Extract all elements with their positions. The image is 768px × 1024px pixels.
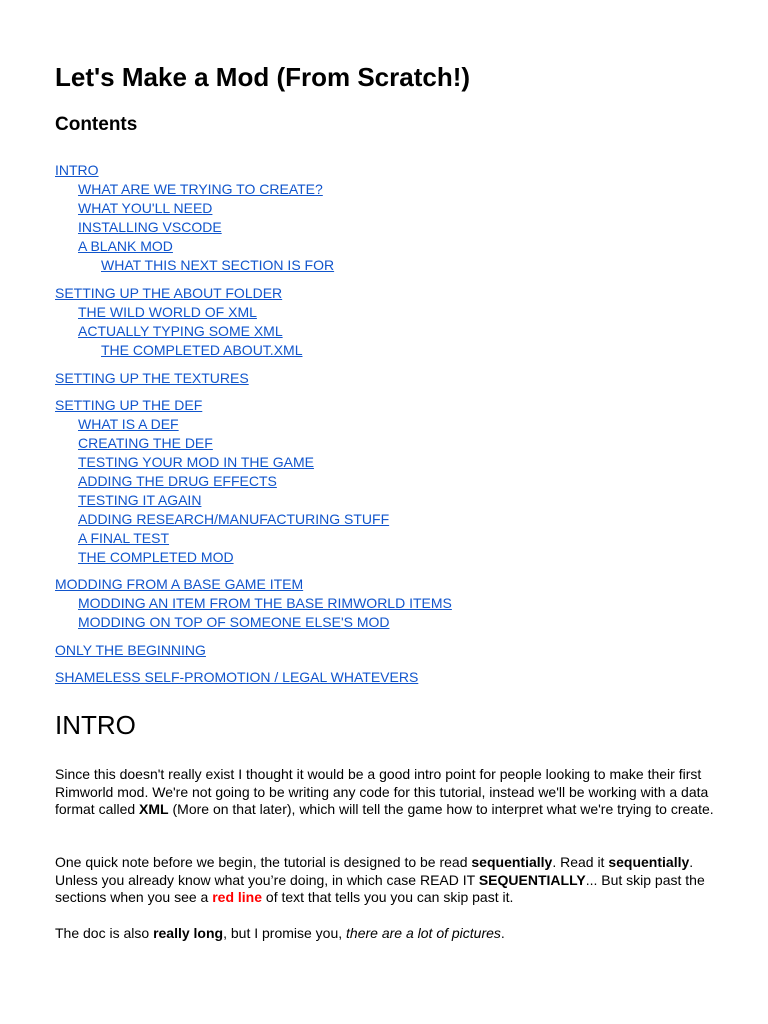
intro-p3-italic: there are a lot of pictures (346, 925, 501, 941)
intro-p1-bold-xml: XML (139, 801, 169, 817)
toc-link-what-youll-need[interactable]: WHAT YOU'LL NEED (78, 200, 213, 216)
intro-p2-red-line: red line (212, 889, 263, 905)
toc-link-adding-drug-effects[interactable]: ADDING THE DRUG EFFECTS (78, 473, 277, 489)
toc-link-the-completed-mod[interactable]: THE COMPLETED MOD (78, 549, 234, 565)
intro-p3-text-c: . (500, 925, 505, 941)
intro-p2-text-d: ... But skip past the sections when you see a (55, 871, 705, 905)
intro-p2-bold-2: sequentially (608, 854, 690, 870)
toc-link-adding-research[interactable]: ADDING RESEARCH/MANUFACTURING STUFF (78, 511, 390, 527)
intro-paragraph-2 (55, 854, 715, 907)
toc-link-modding-from-base-item[interactable]: MODDING FROM A BASE GAME ITEM (55, 576, 304, 592)
toc-link-a-blank-mod[interactable]: A BLANK MOD (78, 238, 173, 254)
toc-link-actually-typing-xml[interactable]: ACTUALLY TYPING SOME XML (78, 323, 283, 339)
toc-link-wild-world-of-xml[interactable]: THE WILD WORLD OF XML (78, 304, 257, 320)
intro-p1-text-b: (More on that later), which will tell the game how to interpret what we're trying to create. (168, 801, 714, 817)
toc-link-a-final-test[interactable]: A FINAL TEST (78, 530, 170, 546)
intro-p2-bold-1: sequentially (471, 854, 553, 870)
toc-link-what-is-a-def[interactable]: WHAT IS A DEF (78, 416, 179, 432)
toc-link-testing-it-again[interactable]: TESTING IT AGAIN (78, 492, 202, 508)
toc-link-setting-up-textures[interactable]: SETTING UP THE TEXTURES (55, 370, 249, 386)
intro-p2-bold-3: SEQUENTIALLY (478, 871, 586, 888)
intro-p2-text-b: . Read it (552, 854, 609, 870)
intro-paragraph-3 (55, 925, 715, 943)
intro-p2-text-a: One quick note before we begin, the tutorial is designed to be read (55, 854, 472, 870)
toc-link-modding-item-from-base[interactable]: MODDING AN ITEM FROM THE BASE RIMWORLD ITEMS (78, 595, 452, 611)
toc-link-modding-on-top[interactable]: MODDING ON TOP OF SOMEONE ELSE'S MOD (78, 614, 390, 630)
toc-link-intro[interactable]: INTRO (55, 162, 99, 178)
intro-p3-text-b: , but I promise you, (223, 925, 347, 941)
toc-link-only-the-beginning[interactable]: ONLY THE BEGINNING (55, 642, 206, 658)
toc-link-setting-up-def[interactable]: SETTING UP THE DEF (55, 397, 203, 413)
toc-link-completed-about-xml[interactable]: THE COMPLETED ABOUT.XML (101, 342, 303, 358)
toc-link-what-are-we-trying-to-create[interactable]: WHAT ARE WE TRYING TO CREATE? (78, 181, 323, 197)
intro-p3-bold: really long (153, 925, 224, 941)
contents-heading: Contents (55, 114, 138, 135)
toc-link-creating-the-def[interactable]: CREATING THE DEF (78, 435, 213, 451)
toc-link-testing-mod-in-game[interactable]: TESTING YOUR MOD IN THE GAME (78, 454, 314, 470)
intro-p3-text-a: The doc is also (55, 925, 154, 941)
intro-heading: INTRO (55, 710, 136, 740)
intro-p1-text-a: Since this doesn't really exist I thought it would be a good intro point for people looking to make their first Rimworld mod. We're not going to be writing any code for this tutorial, instead we'll be working with a data format called (55, 766, 709, 817)
document-title: Let's Make a Mod (From Scratch!) (55, 62, 471, 92)
intro-p2-text-e: of text that tells you you can skip past it. (262, 889, 514, 905)
toc-link-installing-vscode[interactable]: INSTALLING VSCODE (78, 219, 222, 235)
intro-p2-text-c: . Unless you already know what you’re doing, in which case READ IT (55, 854, 694, 888)
toc-link-setting-up-about-folder[interactable]: SETTING UP THE ABOUT FOLDER (55, 285, 283, 301)
toc-link-shameless-self-promotion[interactable]: SHAMELESS SELF-PROMOTION / LEGAL WHATEVERS (55, 669, 419, 685)
intro-paragraph-1 (55, 766, 715, 819)
toc-link-what-this-next-section-is-for[interactable]: WHAT THIS NEXT SECTION IS FOR (101, 257, 335, 273)
